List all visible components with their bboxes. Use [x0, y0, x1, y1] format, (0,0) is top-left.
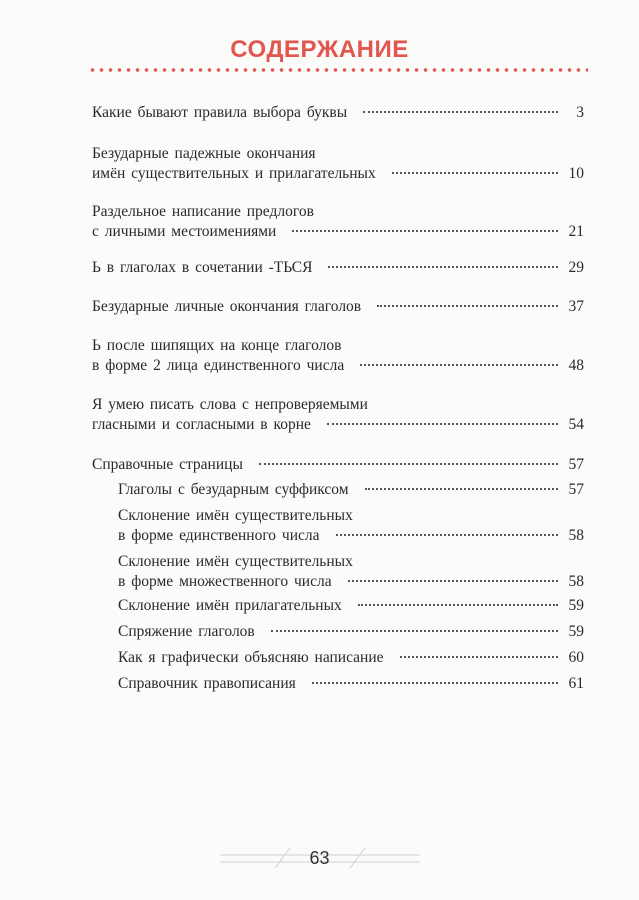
- dot-leader: [327, 423, 558, 425]
- dot-leader: [271, 630, 558, 632]
- toc-page-number: 48: [568, 357, 584, 374]
- toc-entry-title: Справочник правописания: [118, 675, 296, 692]
- toc-entry-title: Спряжение глаголов: [118, 623, 255, 640]
- toc-entry-title: Глаголы с безударным суффиксом: [118, 481, 349, 498]
- dot-leader: [358, 604, 558, 606]
- toc-entry-title-continued: в форме единственного числа: [118, 527, 320, 544]
- toc-entry-title: Ь после шипящих на конце глаголов: [92, 337, 342, 354]
- toc-subentry[interactable]: [118, 506, 584, 546]
- dot-leader: [392, 172, 558, 174]
- toc-entry-title-continued: в форме 2 лица единственного числа: [92, 357, 345, 374]
- toc-page-number: 61: [568, 675, 584, 692]
- toc-subentry[interactable]: [118, 674, 584, 694]
- dot-leader: [292, 230, 558, 232]
- toc-entry[interactable]: [92, 455, 584, 475]
- dot-leader: [360, 364, 558, 366]
- toc-entry-title-continued: с личными местоимениями: [92, 223, 277, 240]
- toc-page-number: 58: [568, 527, 584, 544]
- dot-leader: [348, 580, 558, 582]
- toc-entry-title: Справочные страницы: [92, 456, 243, 473]
- toc-page-number: 57: [568, 481, 584, 498]
- page-title: СОДЕРЖАНИЕ: [230, 36, 409, 63]
- toc-page-number: 59: [568, 623, 584, 640]
- toc-entry-title: Какие бывают правила выбора буквы: [92, 104, 348, 121]
- toc-entry-title: Раздельное написание предлогов: [92, 203, 314, 220]
- dot-leader: [363, 111, 558, 113]
- toc-subentry[interactable]: [118, 622, 584, 642]
- dot-leader: [400, 656, 558, 658]
- toc-entry-title: Склонение имён существительных: [118, 507, 353, 524]
- toc-entry-title: Ь в глаголах в сочетании -ТЬСЯ: [92, 259, 313, 276]
- toc-entry-title: Безударные личные окончания глаголов: [92, 298, 362, 315]
- toc-entry-title: Я умею писать слова с непроверяемыми: [92, 396, 368, 413]
- dot-leader: [259, 463, 558, 465]
- toc-entry-title: Склонение имён прилагательных: [118, 597, 342, 614]
- toc-page-number: 58: [568, 573, 584, 590]
- dot-leader: [377, 305, 558, 307]
- toc-entry-title: Как я графически объясняю написание: [118, 649, 384, 666]
- toc-page-number: 57: [568, 456, 584, 473]
- toc-subentry[interactable]: [118, 480, 584, 500]
- toc-page-number: 37: [568, 298, 584, 315]
- toc-page-number: 59: [568, 597, 584, 614]
- toc-entry[interactable]: [92, 336, 584, 376]
- toc-entry[interactable]: [92, 258, 584, 278]
- toc-entry-title-continued: имён существительных и прилагательных: [92, 165, 376, 182]
- toc-page-number: 21: [568, 223, 584, 240]
- toc-page-number: 3: [576, 104, 584, 121]
- toc-page-number: 29: [568, 259, 584, 276]
- toc-entry[interactable]: [92, 395, 584, 435]
- toc-entry[interactable]: [92, 103, 584, 123]
- dot-leader: [328, 266, 558, 268]
- toc-entry-title: Безударные падежные окончания: [92, 145, 316, 162]
- dot-leader: [365, 488, 558, 490]
- toc-entry-title-continued: в форме множественного числа: [118, 573, 332, 590]
- toc-subentry[interactable]: [118, 648, 584, 668]
- title-dotted-divider: [88, 67, 588, 73]
- toc-entry[interactable]: [92, 202, 584, 242]
- page-number: 63: [309, 848, 330, 868]
- toc-page-number: 54: [568, 416, 584, 433]
- toc-subentry[interactable]: [118, 596, 584, 616]
- toc-entry[interactable]: [92, 144, 584, 184]
- dot-leader: [312, 682, 558, 684]
- toc-entry-title-continued: гласными и согласными в корне: [92, 416, 311, 433]
- dot-leader: [336, 534, 559, 536]
- toc-subentry[interactable]: [118, 552, 584, 592]
- toc-page-number: 60: [568, 649, 584, 666]
- toc-entry[interactable]: [92, 297, 584, 317]
- toc-entry-title: Склонение имён существительных: [118, 553, 353, 570]
- toc-page-number: 10: [568, 165, 584, 182]
